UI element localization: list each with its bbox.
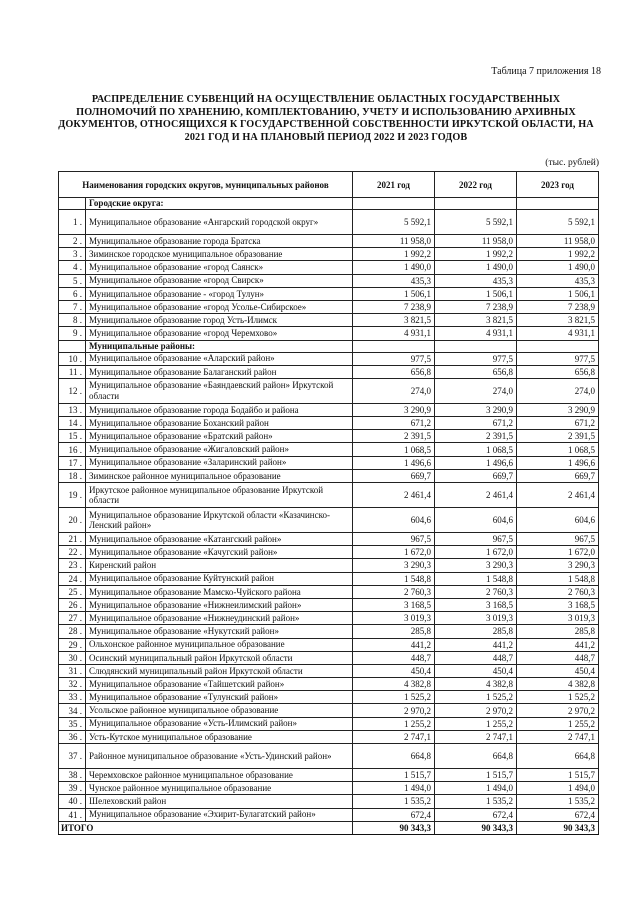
value-2023: 4 382,8 xyxy=(517,678,599,691)
value-2023: 656,8 xyxy=(517,365,599,378)
value-2021: 2 391,5 xyxy=(353,430,435,443)
municipality-name: Муниципальное образование Мамско-Чуйского района xyxy=(86,585,353,598)
row-number: 3 . xyxy=(59,248,86,261)
cell-2023 xyxy=(517,340,599,352)
value-2023: 3 290,9 xyxy=(517,403,599,416)
value-2023: 1 672,0 xyxy=(517,546,599,559)
municipality-name: Муниципальное образование Иркутской области «Казачинско-Ленский район» xyxy=(86,508,353,533)
value-2021: 435,3 xyxy=(353,274,435,287)
table-body xyxy=(59,198,599,835)
value-2022: 3 019,3 xyxy=(435,612,517,625)
table-row xyxy=(59,274,599,287)
value-2021: 4 931,1 xyxy=(353,327,435,340)
value-2022: 4 382,8 xyxy=(435,678,517,691)
row-number: 16 . xyxy=(59,443,86,456)
row-number: 2 . xyxy=(59,235,86,248)
row-number xyxy=(59,340,86,352)
cell-2023 xyxy=(517,198,599,210)
row-number: 24 . xyxy=(59,572,86,585)
row-number: 30 . xyxy=(59,651,86,664)
value-2021: 1 525,2 xyxy=(353,691,435,704)
row-number: 36 . xyxy=(59,730,86,743)
municipality-name: Слюдянский муниципальный район Иркутской области xyxy=(86,664,353,677)
value-2022: 2 760,3 xyxy=(435,585,517,598)
value-2023: 669,7 xyxy=(517,469,599,482)
value-2022: 1 494,0 xyxy=(435,782,517,795)
row-number: 35 . xyxy=(59,717,86,730)
municipality-name: Шелеховский район xyxy=(86,795,353,808)
value-2022: 1 548,8 xyxy=(435,572,517,585)
municipality-name: Муниципальное образование «Тайшетский район» xyxy=(86,678,353,691)
municipality-name: Муниципальное образование «Нижнеудинский район» xyxy=(86,612,353,625)
cell-2021 xyxy=(353,340,435,352)
value-2023: 1 506,1 xyxy=(517,287,599,300)
municipality-name: Муниципальное образование «Усть-Илимский район» xyxy=(86,717,353,730)
value-2021: 450,4 xyxy=(353,664,435,677)
table-row xyxy=(59,782,599,795)
row-number: 13 . xyxy=(59,403,86,416)
value-2021: 1 496,6 xyxy=(353,456,435,469)
value-2022: 3 290,3 xyxy=(435,559,517,572)
value-2022: 1 672,0 xyxy=(435,546,517,559)
row-number: 40 . xyxy=(59,795,86,808)
value-2021: 672,4 xyxy=(353,808,435,821)
row-number: 1 . xyxy=(59,210,86,235)
value-2023: 3 019,3 xyxy=(517,612,599,625)
table-row xyxy=(59,210,599,235)
header-name: Наименования городских округов, муниципальных районов xyxy=(59,172,353,198)
section-municipal-districts xyxy=(59,340,599,352)
table-header-row xyxy=(59,172,599,198)
value-2021: 2 461,4 xyxy=(353,483,435,508)
value-2023: 1 496,6 xyxy=(517,456,599,469)
value-2023: 671,2 xyxy=(517,417,599,430)
municipality-name: Районное муниципальное образование «Усть-Удинский район» xyxy=(86,744,353,769)
value-2021: 7 238,9 xyxy=(353,300,435,313)
table-row xyxy=(59,508,599,533)
municipality-name: Муниципальное образование «Катангский район» xyxy=(86,533,353,546)
table-row xyxy=(59,598,599,611)
value-2021: 3 168,5 xyxy=(353,598,435,611)
municipality-name: Муниципальное образование «город Свирск» xyxy=(86,274,353,287)
value-2023: 664,8 xyxy=(517,744,599,769)
value-2021: 5 592,1 xyxy=(353,210,435,235)
value-2021: 1 535,2 xyxy=(353,795,435,808)
value-2023: 2 747,1 xyxy=(517,730,599,743)
municipality-name: Муниципальное образование «город Черемхово» xyxy=(86,327,353,340)
value-2023: 3 290,3 xyxy=(517,559,599,572)
value-2023: 285,8 xyxy=(517,625,599,638)
row-number: 8 . xyxy=(59,314,86,327)
row-number: 23 . xyxy=(59,559,86,572)
table-row xyxy=(59,365,599,378)
municipality-name: Зиминское районное муниципальное образование xyxy=(86,469,353,482)
municipality-name: Муниципальное образование «Баяндаевский район» Иркутской области xyxy=(86,378,353,403)
municipality-name: Чунское районное муниципальное образование xyxy=(86,782,353,795)
value-2022: 448,7 xyxy=(435,651,517,664)
value-2021: 3 821,5 xyxy=(353,314,435,327)
row-number: 29 . xyxy=(59,638,86,651)
municipality-name: Муниципальное образование «Заларинский район» xyxy=(86,456,353,469)
value-2023: 441,2 xyxy=(517,638,599,651)
value-2021: 4 382,8 xyxy=(353,678,435,691)
value-2021: 1 494,0 xyxy=(353,782,435,795)
section-title: Муниципальные районы: xyxy=(86,340,353,352)
document-title: РАСПРЕДЕЛЕНИЕ СУБВЕНЦИЙ НА ОСУЩЕСТВЛЕНИЕ ОБЛАСТНЫХ ГОСУДАРСТВЕННЫХ ПОЛНОМОЧИЙ ПО ХРАНЕНИЮ, КОМПЛЕКТОВАНИЮ, УЧЕТУ И ИСПОЛЬЗОВАНИЮ АРХИВНЫХ ДОКУМЕНТОВ, ОТНОСЯЩИХСЯ К ГОСУДАРСТВЕННОЙ СОБСТВЕННОСТИ ИРКУТСКОЙ ОБЛАСТИ, НА 2021 ГОД И НА ПЛАНОВЫЙ ПЕРИОД 2022 И 2023 ГОДОВ xyxy=(58,94,594,143)
value-2022: 3 290,9 xyxy=(435,403,517,416)
table-row xyxy=(59,469,599,482)
table-row xyxy=(59,235,599,248)
value-2021: 274,0 xyxy=(353,378,435,403)
municipality-name: Усть-Кутское муниципальное образование xyxy=(86,730,353,743)
municipality-name: Муниципальное образование Боханский район xyxy=(86,417,353,430)
value-2022: 3 821,5 xyxy=(435,314,517,327)
municipality-name: Ольхонское районное муниципальное образование xyxy=(86,638,353,651)
value-2022: 1 496,6 xyxy=(435,456,517,469)
municipality-name: Муниципальное образование города Братска xyxy=(86,235,353,248)
row-number xyxy=(59,198,86,210)
value-2021: 3 290,9 xyxy=(353,403,435,416)
value-2023: 1 525,2 xyxy=(517,691,599,704)
total-label: ИТОГО xyxy=(59,821,353,834)
value-2023: 1 494,0 xyxy=(517,782,599,795)
municipality-name: Муниципальное образование «Братский район» xyxy=(86,430,353,443)
value-2022: 285,8 xyxy=(435,625,517,638)
row-number: 5 . xyxy=(59,274,86,287)
value-2022: 2 461,4 xyxy=(435,483,517,508)
value-2023: 2 461,4 xyxy=(517,483,599,508)
value-2022: 2 747,1 xyxy=(435,730,517,743)
table-row xyxy=(59,678,599,691)
value-2021: 2 760,3 xyxy=(353,585,435,598)
value-2021: 1 068,5 xyxy=(353,443,435,456)
table-row xyxy=(59,730,599,743)
value-2021: 669,7 xyxy=(353,469,435,482)
row-number: 39 . xyxy=(59,782,86,795)
value-2021: 2 970,2 xyxy=(353,704,435,717)
value-2023: 1 255,2 xyxy=(517,717,599,730)
row-number: 18 . xyxy=(59,469,86,482)
value-2021: 1 672,0 xyxy=(353,546,435,559)
municipality-name: Муниципальное образование «город Усолье-Сибирское» xyxy=(86,300,353,313)
value-2022: 441,2 xyxy=(435,638,517,651)
value-2023: 1 515,7 xyxy=(517,769,599,782)
value-2022: 669,7 xyxy=(435,469,517,482)
value-2022: 7 238,9 xyxy=(435,300,517,313)
value-2022: 977,5 xyxy=(435,352,517,365)
value-2023: 2 391,5 xyxy=(517,430,599,443)
value-2023: 448,7 xyxy=(517,651,599,664)
row-number: 15 . xyxy=(59,430,86,443)
cell-2021 xyxy=(353,198,435,210)
total-2023: 90 343,3 xyxy=(517,821,599,834)
row-number: 10 . xyxy=(59,352,86,365)
row-number: 11 . xyxy=(59,365,86,378)
value-2021: 1 515,7 xyxy=(353,769,435,782)
row-number: 6 . xyxy=(59,287,86,300)
table-row xyxy=(59,314,599,327)
table-row xyxy=(59,625,599,638)
section-title: Городские округа: xyxy=(86,198,353,210)
table-row xyxy=(59,769,599,782)
municipality-name: Муниципальное образование Балаганский район xyxy=(86,365,353,378)
row-number: 7 . xyxy=(59,300,86,313)
value-2023: 1 068,5 xyxy=(517,443,599,456)
table-row xyxy=(59,300,599,313)
value-2022: 1 535,2 xyxy=(435,795,517,808)
table-row xyxy=(59,704,599,717)
value-2021: 967,5 xyxy=(353,533,435,546)
value-2023: 1 535,2 xyxy=(517,795,599,808)
value-2023: 967,5 xyxy=(517,533,599,546)
value-2021: 656,8 xyxy=(353,365,435,378)
table-row xyxy=(59,533,599,546)
row-number: 21 . xyxy=(59,533,86,546)
value-2023: 3 821,5 xyxy=(517,314,599,327)
municipality-name: Муниципальное образование Куйтунский район xyxy=(86,572,353,585)
value-2022: 3 168,5 xyxy=(435,598,517,611)
municipality-name: Усольское районное муниципальное образование xyxy=(86,704,353,717)
row-number: 12 . xyxy=(59,378,86,403)
value-2021: 1 548,8 xyxy=(353,572,435,585)
value-2023: 1 490,0 xyxy=(517,261,599,274)
row-number: 19 . xyxy=(59,483,86,508)
value-2023: 3 168,5 xyxy=(517,598,599,611)
value-2023: 450,4 xyxy=(517,664,599,677)
table-row xyxy=(59,546,599,559)
row-number: 9 . xyxy=(59,327,86,340)
value-2023: 2 970,2 xyxy=(517,704,599,717)
value-2021: 285,8 xyxy=(353,625,435,638)
value-2021: 3 019,3 xyxy=(353,612,435,625)
value-2023: 1 992,2 xyxy=(517,248,599,261)
row-number: 34 . xyxy=(59,704,86,717)
value-2022: 671,2 xyxy=(435,417,517,430)
row-number: 26 . xyxy=(59,598,86,611)
municipality-name: Муниципальное образование «Ангарский городской округ» xyxy=(86,210,353,235)
table-row xyxy=(59,287,599,300)
value-2021: 1 490,0 xyxy=(353,261,435,274)
value-2021: 1 255,2 xyxy=(353,717,435,730)
value-2023: 435,3 xyxy=(517,274,599,287)
value-2022: 450,4 xyxy=(435,664,517,677)
total-row xyxy=(59,821,599,834)
value-2023: 2 760,3 xyxy=(517,585,599,598)
value-2022: 604,6 xyxy=(435,508,517,533)
municipality-name: Муниципальное образование город Усть-Илимск xyxy=(86,314,353,327)
row-number: 38 . xyxy=(59,769,86,782)
table-row xyxy=(59,744,599,769)
table-row xyxy=(59,327,599,340)
table-row xyxy=(59,651,599,664)
value-2022: 5 592,1 xyxy=(435,210,517,235)
municipality-name: Муниципальное образование «Жигаловский район» xyxy=(86,443,353,456)
value-2022: 2 391,5 xyxy=(435,430,517,443)
municipality-name: Муниципальное образование «Нижнеилимский район» xyxy=(86,598,353,611)
section-urban-districts xyxy=(59,198,599,210)
table-row xyxy=(59,795,599,808)
value-2023: 7 238,9 xyxy=(517,300,599,313)
value-2021: 664,8 xyxy=(353,744,435,769)
value-2022: 967,5 xyxy=(435,533,517,546)
municipality-name: Муниципальное образование «Эхирит-Булагатский район» xyxy=(86,808,353,821)
row-number: 33 . xyxy=(59,691,86,704)
total-2022: 90 343,3 xyxy=(435,821,517,834)
value-2021: 1 506,1 xyxy=(353,287,435,300)
table-row xyxy=(59,559,599,572)
row-number: 27 . xyxy=(59,612,86,625)
cell-2022 xyxy=(435,198,517,210)
municipality-name: Осинский муниципальный район Иркутской области xyxy=(86,651,353,664)
table-row xyxy=(59,572,599,585)
table-row xyxy=(59,612,599,625)
value-2021: 671,2 xyxy=(353,417,435,430)
table-row xyxy=(59,664,599,677)
value-2021: 1 992,2 xyxy=(353,248,435,261)
header-2021: 2021 год xyxy=(353,172,435,198)
municipality-name: Муниципальное образование - «город Тулун» xyxy=(86,287,353,300)
value-2022: 2 970,2 xyxy=(435,704,517,717)
row-number: 14 . xyxy=(59,417,86,430)
value-2023: 672,4 xyxy=(517,808,599,821)
municipality-name: Муниципальное образование «Нукутский район» xyxy=(86,625,353,638)
subsidy-table xyxy=(58,171,599,835)
value-2022: 1 255,2 xyxy=(435,717,517,730)
value-2022: 1 515,7 xyxy=(435,769,517,782)
table-row xyxy=(59,585,599,598)
value-2022: 656,8 xyxy=(435,365,517,378)
page-header-note: Таблица 7 приложения 18 xyxy=(491,66,601,77)
value-2022: 1 525,2 xyxy=(435,691,517,704)
table-row xyxy=(59,691,599,704)
value-2022: 1 992,2 xyxy=(435,248,517,261)
municipality-name: Черемховское районное муниципальное образование xyxy=(86,769,353,782)
table-row xyxy=(59,808,599,821)
units-label: (тыс. рублей) xyxy=(545,158,599,168)
value-2022: 11 958,0 xyxy=(435,235,517,248)
row-number: 25 . xyxy=(59,585,86,598)
value-2021: 604,6 xyxy=(353,508,435,533)
value-2023: 274,0 xyxy=(517,378,599,403)
value-2022: 1 068,5 xyxy=(435,443,517,456)
value-2022: 1 490,0 xyxy=(435,261,517,274)
row-number: 20 . xyxy=(59,508,86,533)
municipality-name: Иркутское районное муниципальное образование Иркутской области xyxy=(86,483,353,508)
row-number: 31 . xyxy=(59,664,86,677)
table-row xyxy=(59,717,599,730)
value-2022: 1 506,1 xyxy=(435,287,517,300)
table-row xyxy=(59,261,599,274)
value-2021: 448,7 xyxy=(353,651,435,664)
table-row xyxy=(59,443,599,456)
value-2023: 4 931,1 xyxy=(517,327,599,340)
municipality-name: Муниципальное образование города Бодайбо и района xyxy=(86,403,353,416)
header-2022: 2022 год xyxy=(435,172,517,198)
value-2023: 604,6 xyxy=(517,508,599,533)
table-row xyxy=(59,430,599,443)
header-2023: 2023 год xyxy=(517,172,599,198)
total-2021: 90 343,3 xyxy=(353,821,435,834)
value-2022: 672,4 xyxy=(435,808,517,821)
row-number: 32 . xyxy=(59,678,86,691)
value-2023: 977,5 xyxy=(517,352,599,365)
value-2021: 441,2 xyxy=(353,638,435,651)
row-number: 4 . xyxy=(59,261,86,274)
table-row xyxy=(59,403,599,416)
table-row xyxy=(59,638,599,651)
value-2021: 977,5 xyxy=(353,352,435,365)
value-2021: 2 747,1 xyxy=(353,730,435,743)
table-row xyxy=(59,483,599,508)
row-number: 17 . xyxy=(59,456,86,469)
municipality-name: Муниципальное образование «Качугский район» xyxy=(86,546,353,559)
value-2022: 274,0 xyxy=(435,378,517,403)
row-number: 28 . xyxy=(59,625,86,638)
municipality-name: Муниципальное образование «Аларский район» xyxy=(86,352,353,365)
value-2023: 1 548,8 xyxy=(517,572,599,585)
table-row xyxy=(59,456,599,469)
value-2022: 435,3 xyxy=(435,274,517,287)
municipality-name: Муниципальное образование «город Саянск» xyxy=(86,261,353,274)
value-2021: 11 958,0 xyxy=(353,235,435,248)
value-2022: 664,8 xyxy=(435,744,517,769)
municipality-name: Киренский район xyxy=(86,559,353,572)
cell-2022 xyxy=(435,340,517,352)
municipality-name: Муниципальное образование «Тулунский район» xyxy=(86,691,353,704)
table-row xyxy=(59,417,599,430)
value-2023: 11 958,0 xyxy=(517,235,599,248)
municipality-name: Зиминское городское муниципальное образование xyxy=(86,248,353,261)
value-2023: 5 592,1 xyxy=(517,210,599,235)
table-row xyxy=(59,352,599,365)
row-number: 22 . xyxy=(59,546,86,559)
row-number: 41 . xyxy=(59,808,86,821)
value-2022: 4 931,1 xyxy=(435,327,517,340)
table-row xyxy=(59,378,599,403)
row-number: 37 . xyxy=(59,744,86,769)
value-2021: 3 290,3 xyxy=(353,559,435,572)
table-row xyxy=(59,248,599,261)
